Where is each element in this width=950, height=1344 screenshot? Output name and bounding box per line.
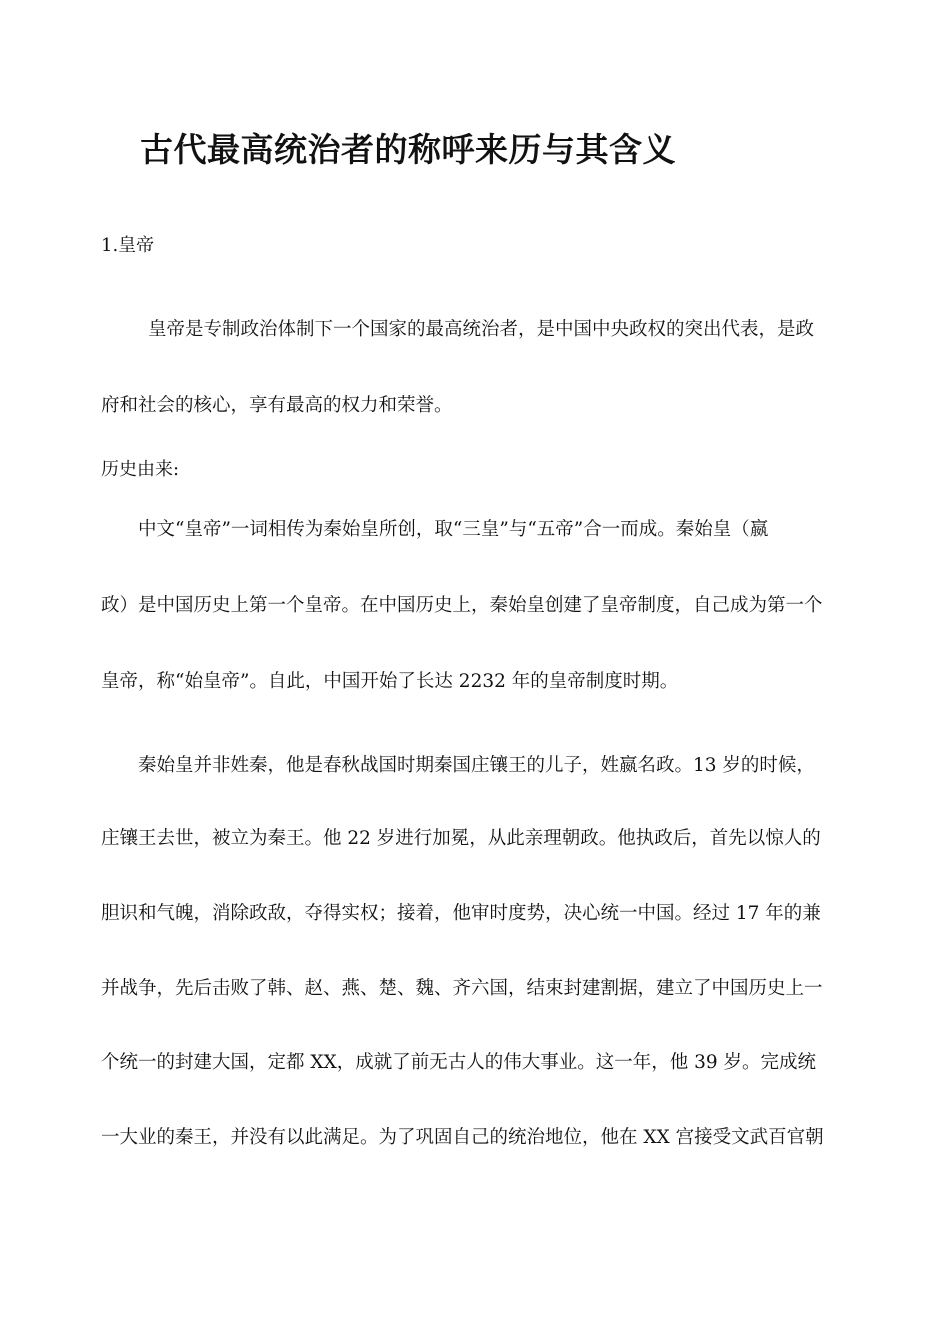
paragraph-line: 个统一的封建大国，定都 XX，成就了前无古人的伟大事业。这一年，他 39 岁。完成统 <box>101 1052 817 1073</box>
paragraph-line: 秦始皇并非姓秦，他是春秋战国时期秦国庄镶王的儿子，姓嬴名政。13 岁的时候， <box>138 755 815 776</box>
history-paragraph-1 <box>101 516 853 696</box>
paragraph-line: 中文“皇帝”一词相传为秦始皇所创，取“三皇”与“五帝”合一而成。秦始皇（嬴 <box>138 519 769 540</box>
paragraph-line: 并战争，先后击败了韩、赵、燕、楚、魏、齐六国，结束封建割据，建立了中国历史上一 <box>101 978 823 999</box>
history-paragraph-2 <box>101 752 853 1172</box>
section-heading-emperor: 1.皇帝 <box>101 235 155 256</box>
document-title: 古代最高统治者的称呼来历与其含义 <box>140 130 676 169</box>
paragraph-line: 皇帝是专制政治体制下一个国家的最高统治者，是中国中央政权的突出代表，是政 <box>148 319 815 340</box>
history-heading: 历史由来: <box>101 459 180 480</box>
paragraph-line: 府和社会的核心，享有最高的权力和荣誉。 <box>101 395 453 416</box>
intro-paragraph <box>101 316 853 426</box>
paragraph-line: 政）是中国历史上第一个皇帝。在中国历史上，秦始皇创建了皇帝制度，自己成为第一个 <box>101 595 823 616</box>
paragraph-line: 皇帝，称“始皇帝”。自此，中国开始了长达 2232 年的皇帝制度时期。 <box>101 671 679 692</box>
paragraph-line: 一大业的秦王，并没有以此满足。为了巩固自己的统治地位，他在 XX 宫接受文武百官朝 <box>101 1127 824 1148</box>
paragraph-line: 胆识和气魄，消除政敌，夺得实权；接着，他审时度势，决心统一中国。经过 17 年的兼 <box>101 903 821 924</box>
paragraph-line: 庄镶王去世，被立为秦王。他 22 岁进行加冕，从此亲理朝政。他执政后，首先以惊人的 <box>101 828 821 849</box>
